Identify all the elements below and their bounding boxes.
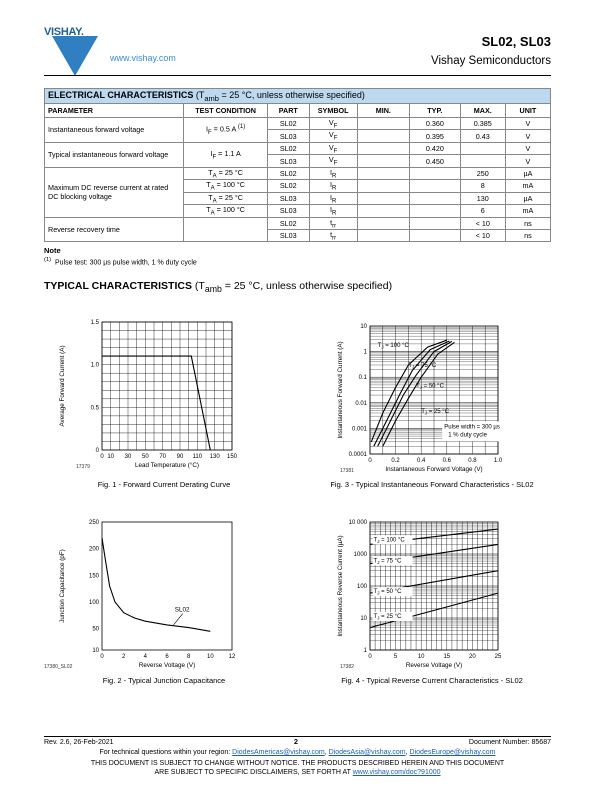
y-axis-label: Average Forward Current (A) (59, 345, 66, 427)
series-label: $T_J = 25$ °C (421, 408, 450, 416)
x-tick-label: 0 (100, 454, 104, 460)
series-label-leader (174, 614, 183, 625)
unit-cell: µA (505, 192, 550, 204)
x-tick-label: 110 (192, 454, 203, 460)
part-cell: SL03 (267, 229, 309, 241)
symbol-cell: $t_{rr}$ (309, 229, 357, 241)
typ-cell (409, 180, 460, 192)
typ-cell (409, 229, 460, 241)
typ-cell (409, 192, 460, 204)
x-tick-label: 70 (159, 454, 167, 460)
x-tick-label: 10 (206, 654, 214, 660)
max-cell: < 10 (460, 229, 505, 241)
param-cell: Instantaneous forward voltage (45, 118, 184, 143)
y-tick-label: 250 (88, 520, 99, 526)
x-tick-label: 20 (469, 654, 476, 660)
x-tick-label: 0.4 (417, 458, 426, 464)
min-cell (357, 155, 409, 167)
x-tick-label: 6 (165, 654, 169, 660)
figure-id: 17382 (340, 664, 354, 670)
x-tick-label: 12 (228, 654, 236, 660)
unit-cell: V (505, 118, 550, 130)
min-cell (357, 205, 409, 217)
x-tick-label: 1.0 (493, 458, 503, 464)
table-row (45, 118, 551, 130)
part-cell: SL03 (267, 192, 309, 204)
series-label: $T_J = 50$ °C (416, 383, 444, 390)
page-title: SL02, SL03 (481, 34, 551, 49)
part-cell: SL03 (267, 205, 309, 217)
annotation-text: 1 % duty cycle (448, 432, 487, 439)
symbol-cell: $V_F$ (309, 142, 357, 154)
min-cell (357, 130, 409, 142)
figure-id: 17380_SL02 (44, 664, 73, 670)
x-tick-label: 5 (393, 654, 398, 660)
col-header: SYMBOL (309, 104, 357, 118)
part-cell: SL02 (267, 217, 309, 229)
typical-characteristics-heading: TYPICAL CHARACTERISTICS ($T_{amb} = 25$ °C, unless otherwise specified) (44, 280, 393, 295)
symbol-cell: $t_{rr}$ (309, 217, 357, 229)
min-cell (357, 217, 409, 229)
figure-3-caption: Fig. 3 - Typical Instantaneous Forward Characteristics - SL02 (330, 480, 534, 489)
y-tick-label: 1.5 (90, 320, 99, 326)
figure-2-junction-capacitance (44, 512, 274, 674)
unit-cell: V (505, 130, 550, 142)
table-header-row (45, 104, 551, 118)
disclaimer-link[interactable]: www.vishay.com/doc?91000 (352, 769, 441, 776)
header-rule (44, 75, 551, 76)
min-cell (357, 229, 409, 241)
table-row (45, 217, 551, 229)
x-tick-label: 4 (143, 654, 148, 660)
series-line (370, 593, 498, 628)
min-cell (357, 142, 409, 154)
contact-line: For technical questions within your region: DiodesAmericas@vishay.com, DiodesAsia@vishay.com, DiodesEurope@vishay.com (99, 749, 496, 756)
x-axis-label: Reverse Voltage (V) (405, 662, 463, 669)
symbol-cell: $V_F$ (309, 130, 357, 142)
part-cell: SL02 (267, 167, 309, 179)
symbol-cell: $I_R$ (309, 167, 357, 179)
x-tick-label: 15 (443, 654, 451, 660)
condition-cell: $T_A = 25$ °C (184, 192, 268, 204)
vishay-logo (44, 24, 106, 76)
col-header: PARAMETER (45, 104, 184, 118)
max-cell: 130 (460, 192, 505, 204)
note-text: $^{(1)}$ Pulse test: 300 µs pulse width, 1 % duty cycle (44, 257, 197, 267)
min-cell (357, 180, 409, 192)
table-row (45, 142, 551, 154)
figure-4-reverse-current (318, 512, 548, 674)
y-tick-label: 50 (92, 626, 99, 633)
plot-frame (102, 522, 232, 650)
part-cell: SL02 (267, 142, 309, 154)
unit-cell: V (505, 155, 550, 167)
series-label: $T_J = 75$ °C (408, 363, 437, 370)
condition-cell: $I_F = 1.1$ A (184, 142, 268, 167)
col-header: TEST CONDITION (184, 104, 268, 118)
y-axis-label: Junction Capacitance (pF) (59, 549, 66, 623)
series-line (102, 356, 210, 450)
x-axis-label: Lead Temperature (°C) (134, 462, 200, 469)
min-cell (357, 192, 409, 204)
max-cell: 250 (460, 167, 505, 179)
y-tick-label: 200 (88, 546, 99, 553)
revision: Rev. 2.6, 26-Feb-2021 (44, 739, 114, 746)
table-title: ELECTRICAL CHARACTERISTICS ($T_{amb} = 25$ °C, unless otherwise specified) (45, 89, 551, 104)
figure-3-forward-characteristics (318, 312, 548, 474)
x-tick-label: 0 (100, 654, 104, 660)
typ-cell (409, 217, 460, 229)
typ-cell: 0.360 (409, 118, 460, 130)
part-cell: SL03 (267, 130, 309, 142)
unit-cell: ns (505, 229, 550, 241)
email-europe-link[interactable]: DiodesEurope@vishay.com (409, 749, 496, 756)
col-header: TYP. (409, 104, 460, 118)
condition-cell: $T_A = 25$ °C (184, 167, 268, 179)
y-tick-label: 0.1 (358, 375, 367, 382)
x-tick-label: 2 (121, 654, 126, 660)
x-tick-label: 0.2 (391, 458, 400, 464)
figure-1-caption: Fig. 1 - Forward Current Derating Curve (97, 480, 231, 489)
symbol-cell: $I_R$ (309, 180, 357, 192)
typ-cell: 0.395 (409, 130, 460, 142)
unit-cell: mA (505, 180, 550, 192)
x-tick-label: 30 (124, 454, 132, 460)
part-cell: SL02 (267, 180, 309, 192)
x-tick-label: 50 (141, 454, 149, 460)
x-tick-label: 0 (368, 654, 372, 660)
annotation-text: Pulse width = 300 µs (444, 424, 500, 431)
series-line (102, 538, 210, 631)
y-tick-label: 10 000 (348, 520, 367, 526)
page-number: 2 (294, 739, 298, 746)
param-cell: Maximum DC reverse current at rated DC blocking voltage (45, 167, 184, 217)
condition-cell: $I_F = 0.5$ A $^{(1)}$ (184, 118, 268, 143)
param-cell: Typical instantaneous forward voltage (45, 142, 184, 167)
x-tick-label: 0 (368, 458, 372, 464)
typ-cell: 0.450 (409, 155, 460, 167)
max-cell: 6 (460, 205, 505, 217)
part-cell: SL02 (267, 118, 309, 130)
x-tick-label: 0.8 (468, 458, 477, 464)
y-tick-label: 10 (360, 616, 367, 622)
x-tick-label: 150 (226, 454, 238, 460)
figure-1-derating-curve (44, 312, 274, 474)
y-tick-label: 150 (88, 573, 99, 580)
y-axis-label: Instantaneous Reverse Current (µA) (337, 535, 344, 637)
y-tick-label: 1 (363, 349, 367, 356)
page-subtitle: Vishay Semiconductors (431, 55, 551, 67)
y-tick-label: 0.001 (351, 426, 367, 433)
min-cell (357, 167, 409, 179)
x-tick-label: 130 (209, 454, 220, 460)
condition-cell: $T_A = 100$ °C (184, 180, 268, 192)
max-cell (460, 155, 505, 167)
col-header: MIN. (357, 104, 409, 118)
col-header: UNIT (505, 104, 550, 118)
typ-cell (409, 205, 460, 217)
y-tick-label: 1.0 (90, 362, 99, 369)
col-header: PART (267, 104, 309, 118)
y-tick-label: 0.01 (355, 400, 367, 407)
y-tick-label: 0.5 (90, 405, 99, 412)
series-label: $T_J = 25$ °C (373, 614, 402, 621)
typ-cell (409, 167, 460, 179)
x-tick-label: 10 (107, 454, 115, 460)
x-tick-label: 8 (186, 654, 191, 660)
col-header: MAX. (460, 104, 505, 118)
unit-cell: µA (505, 167, 550, 179)
max-cell: < 10 (460, 217, 505, 229)
x-tick-label: 25 (494, 654, 502, 660)
symbol-cell: $I_R$ (309, 205, 357, 217)
y-tick-label: 100 (356, 584, 367, 590)
y-tick-label: 10 (360, 324, 367, 330)
min-cell (357, 118, 409, 130)
note-heading: Note (44, 246, 61, 255)
figure-2-caption: Fig. 2 - Typical Junction Capacitance (102, 676, 226, 685)
part-cell: SL03 (267, 155, 309, 167)
max-cell: 0.43 (460, 130, 505, 142)
figure-4-caption: Fig. 4 - Typical Reverse Current Characteristics - SL02 (341, 676, 523, 685)
x-tick-label: 10 (417, 654, 425, 660)
param-cell: Reverse recovery time (45, 217, 184, 242)
disclaimer-line-2: ARE SUBJECT TO SPECIFIC DISCLAIMERS, SET FORTH AT www.vishay.com/doc?91000 (154, 769, 441, 776)
email-americas-link[interactable]: DiodesAmericas@vishay.com (232, 749, 325, 756)
typ-cell: 0.420 (409, 142, 460, 154)
y-tick-label: 1000 (353, 552, 367, 558)
series-label: $T_J = 100$ °C (377, 343, 409, 350)
max-cell (460, 142, 505, 154)
max-cell: 0.385 (460, 118, 505, 130)
table-row (45, 167, 551, 179)
condition-cell (184, 217, 268, 242)
condition-cell: $T_A = 100$ °C (184, 205, 268, 217)
x-axis-label: Reverse Voltage (V) (138, 662, 196, 669)
unit-cell: ns (505, 217, 550, 229)
y-tick-label: 1 (363, 648, 367, 654)
series-label: SL02 (174, 606, 190, 614)
unit-cell: V (505, 142, 550, 154)
max-cell: 8 (460, 180, 505, 192)
email-asia-link[interactable]: DiodesAsia@vishay.com (328, 749, 406, 756)
disclaimer-line-1: THIS DOCUMENT IS SUBJECT TO CHANGE WITHOUT NOTICE. THE PRODUCTS DESCRIBED HEREIN AND THIS DOCUMENT (90, 760, 505, 767)
electrical-characteristics-table (44, 88, 551, 242)
y-tick-label: 0.0001 (348, 452, 367, 458)
y-axis-label: Instantaneous Forward Current (A) (337, 341, 344, 439)
symbol-cell: $I_R$ (309, 192, 357, 204)
series-label: $T_J = 100$ °C (373, 537, 405, 544)
x-axis-label: Instantaneous Forward Voltage (V) (385, 466, 483, 473)
unit-cell: mA (505, 205, 550, 217)
document-number: Document Number: 85687 (468, 739, 551, 746)
symbol-cell: $V_F$ (309, 118, 357, 130)
series-label: $T_J = 75$ °C (373, 558, 402, 565)
x-tick-label: 0.6 (442, 458, 451, 464)
y-tick-label: 0 (95, 448, 99, 454)
website-link[interactable]: www.vishay.com (110, 53, 176, 63)
plot-frame (102, 322, 232, 450)
y-tick-label: 10 (92, 648, 99, 654)
series-label: $T_J = 50$ °C (373, 589, 402, 596)
figure-id: 17381 (340, 468, 354, 474)
figure-id: 17379 (76, 464, 90, 470)
footer-rule (44, 736, 551, 737)
x-tick-label: 90 (176, 454, 184, 460)
brand-text: VISHAY. (44, 26, 84, 38)
symbol-cell: $V_F$ (309, 155, 357, 167)
y-tick-label: 100 (88, 600, 99, 606)
